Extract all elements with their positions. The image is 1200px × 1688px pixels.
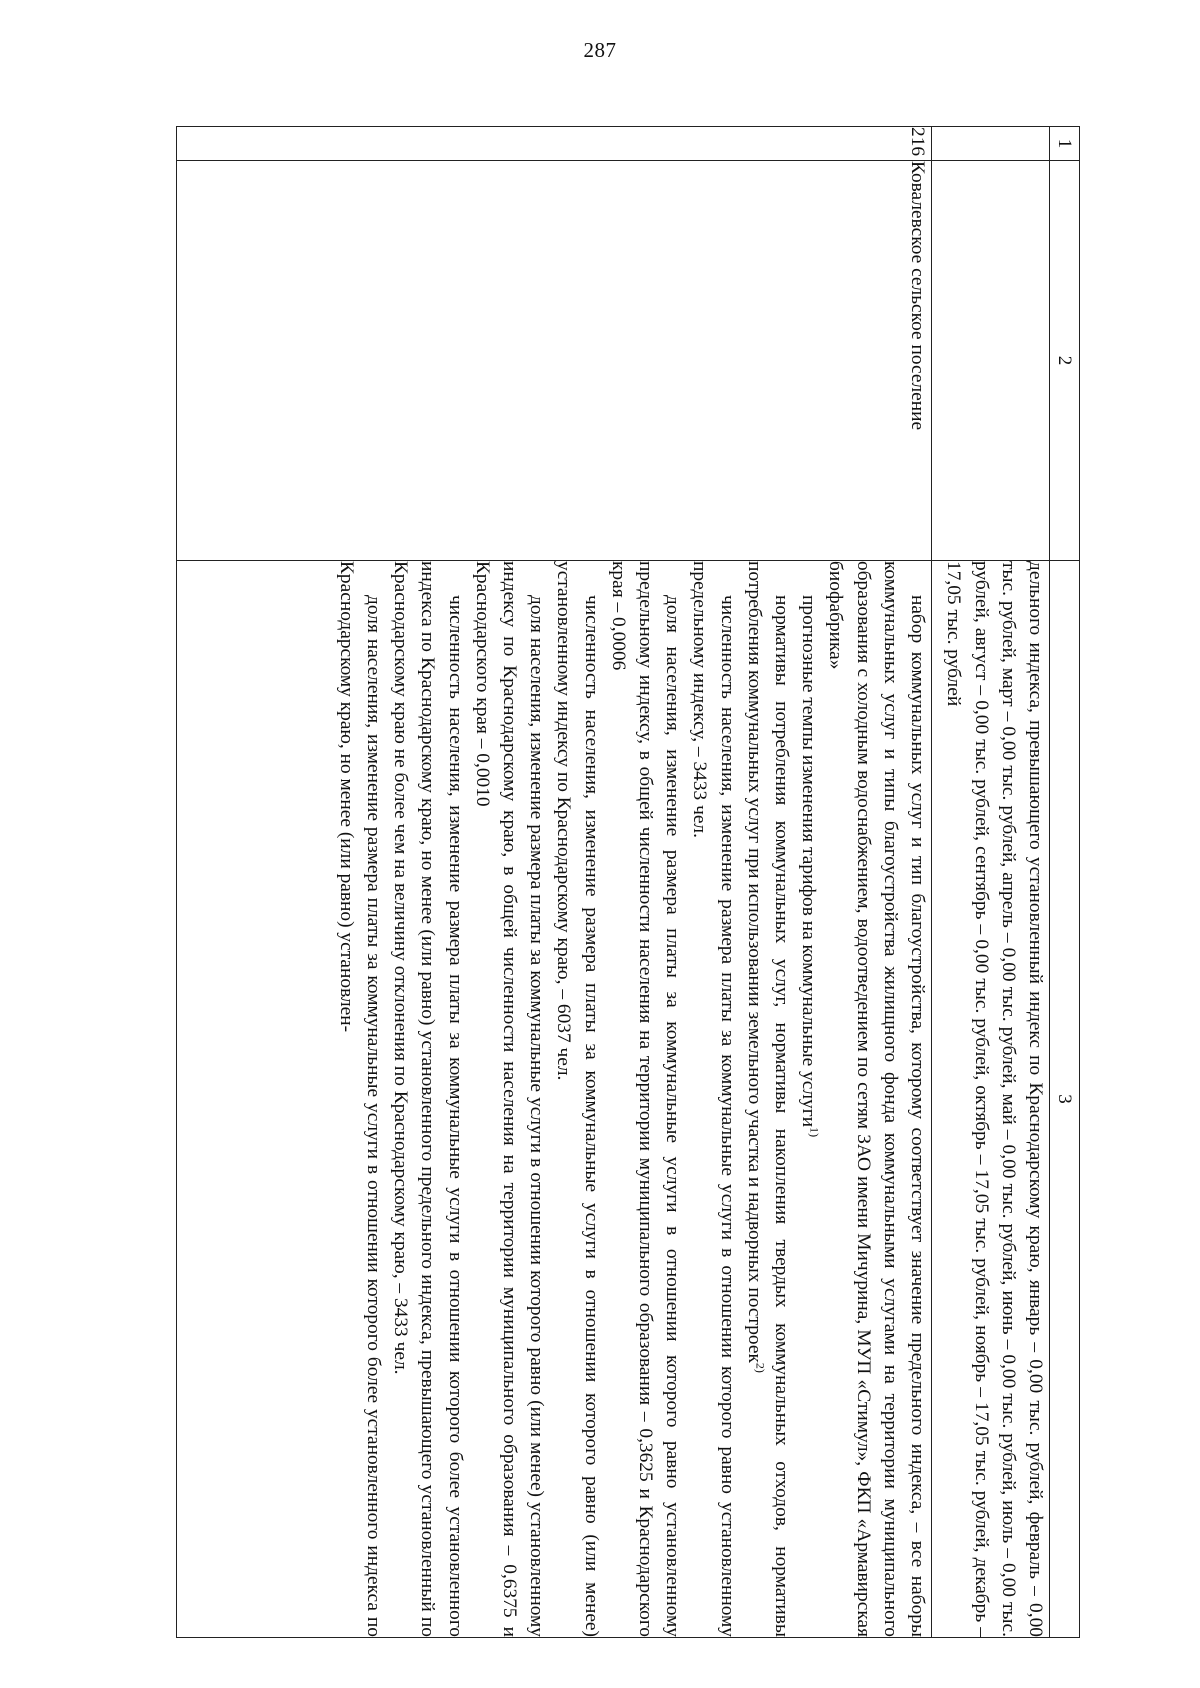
detail-text: доля населения, изменение размера платы за коммунальные услуги в отношении которого равно установленному предельному индексу, в общей численности населения на территории муниципального образования – 0,3625 и Краснодарского края – 0,0006 <box>607 561 684 1637</box>
footnote-marker: 1) <box>807 1127 822 1138</box>
detail-paragraph: дельного индекса, превышающего установленный индекс по Краснодарскому краю, январь – 0,00 тыс. рублей, февраль – 0,00 тыс. рублей, март – 0,00 тыс. рублей, апрель – 0,00 тыс. рублей, май – 0,00 тыс. рублей, июнь – 0,00 тыс. рублей, июль – 0,00 тыс. рублей, август – 0,00 тыс. рублей, сентябрь – 0,00 тыс. рублей, октябрь – 17,05 тыс. рублей, ноябрь – 17,05 тыс. рублей, декабрь – 17,05 тыс. рублей <box>943 561 1046 1637</box>
detail-paragraph <box>741 561 795 1637</box>
detail-paragraph <box>686 561 740 1637</box>
settlement-name-cell: Ковалевское сельское поселение <box>177 161 932 561</box>
detail-text: набор коммунальных услуг и тип благоустройства, которому соответствует значение предельного индекса, – все наборы коммунальных услуг и типы благоустройства жилищного фонда коммунальными услугами на территории муниципального образования с холодным водоснабжением, водоотведением по сетям ЗАО имени Мичурина, МУП «Стимул», ФКП «Армавирская биофабрика» <box>825 561 928 1637</box>
header-col-1: 1 <box>1050 127 1080 161</box>
details-cell <box>177 561 932 1638</box>
table-upright <box>176 126 1080 1638</box>
row-number-cell: 216 <box>177 127 932 161</box>
detail-text: прогнозные темпы изменения тарифов на коммунальные услуги <box>798 595 820 1128</box>
table-header-row <box>1050 127 1080 1638</box>
detail-paragraph <box>550 561 604 1637</box>
page-number: 287 <box>583 38 617 62</box>
detail-paragraph <box>333 561 387 1637</box>
settlement-name-cell <box>932 161 1050 561</box>
detail-text: численность населения, изменение размера платы за коммунальные услуги в отношении которого более установленного индекса по Краснодарскому краю, но менее (или равно) установленного предельного индекса, превышающего установленный по Краснодарскому краю не более чем на величину отклонения по Краснодарскому краю, – 3433 чел. <box>390 561 466 1637</box>
detail-text: численность населения, изменение размера платы за коммунальные услуги в отношении которого равно установленному предельному индексу, – 3433 чел. <box>689 561 738 1637</box>
detail-paragraph <box>795 561 822 1637</box>
details-cell <box>932 561 1050 1638</box>
detail-paragraph <box>387 561 469 1637</box>
detail-text: доля населения, изменение размера платы за коммунальные услуги в отношении которого равно (или менее) установленному индексу по Краснодарскому краю, в общей численности населения на территории муниципального образования – 0,6375 и Краснодарского края – 0,0010 <box>471 561 548 1637</box>
detail-text: численность населения, изменение размера платы за коммунальные услуги в отношении которого равно (или менее) установленному индексу по Краснодарскому краю, – 6037 чел. <box>553 561 602 1637</box>
detail-paragraph <box>469 561 551 1637</box>
row-number-cell <box>932 127 1050 161</box>
detail-paragraph <box>605 561 687 1637</box>
table-row <box>932 127 1050 1638</box>
detail-text: нормативы потребления коммунальных услуг, нормативы накопления твердых коммунальных отходов, нормативы потребления коммунальных услуг при использовании земельного участка и надворных построек <box>743 561 792 1637</box>
footnote-marker: 2) <box>753 1362 768 1373</box>
header-col-3: 3 <box>1050 561 1080 1638</box>
tariff-table <box>176 126 1080 1638</box>
header-col-2: 2 <box>1050 161 1080 561</box>
detail-paragraph <box>822 561 931 1637</box>
detail-text: доля населения, изменение размера платы за коммунальные услуги в отношении которого более установленного индекса по Краснодарскому краю, но менее (или равно) установлен- <box>335 561 384 1637</box>
rotated-table-frame <box>176 126 1080 1638</box>
table-row <box>177 127 932 1638</box>
